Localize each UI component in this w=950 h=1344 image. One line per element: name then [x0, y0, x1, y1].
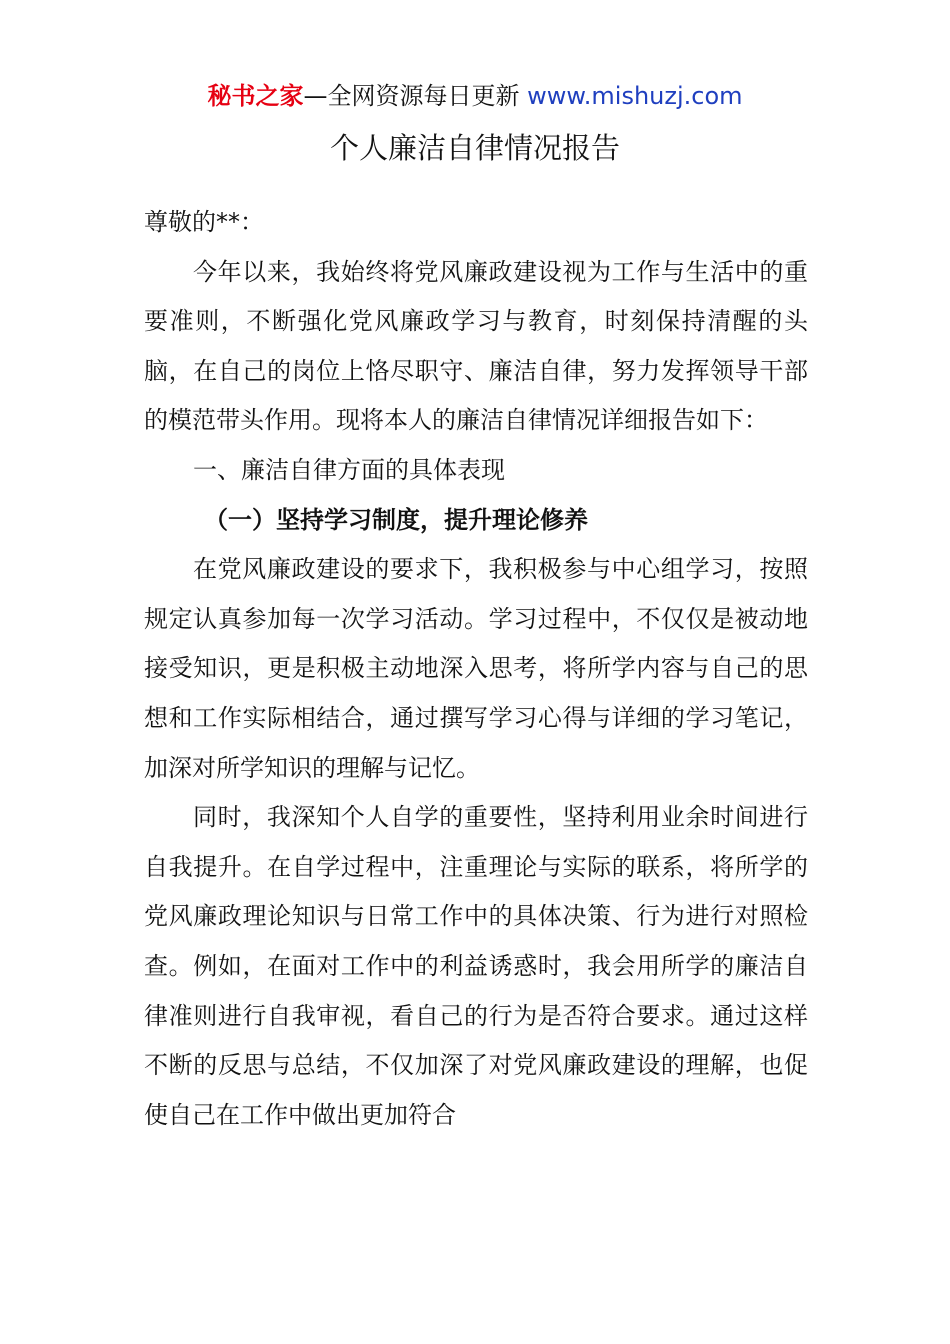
document-body — [144, 198, 808, 1140]
salutation: 尊敬的**： — [144, 208, 264, 236]
subsection-heading: （一）坚持学习制度，提升理论修养 — [204, 505, 588, 534]
body-paragraph: 在党风廉政建设的要求下，我积极参与中心组学习，按照规定认真参加每一次学习活动。学习过程中，不仅仅是被动地接受知识，更是积极主动地深入思考，将所学内容与自己的思想和工作实际相结合，通过撰写学习心得与详细的学习笔记，加深对所学知识的理解与记忆。 — [144, 555, 808, 782]
site-header — [0, 80, 950, 112]
section-heading: 一、廉洁自律方面的具体表现 — [193, 455, 505, 484]
brand-name: 秘书之家 — [207, 82, 304, 110]
document-title: 个人廉洁自律情况报告 — [329, 131, 620, 165]
body-paragraph: 同时，我深知个人自学的重要性，坚持利用业余时间进行自我提升。在自学过程中，注重理论与实际的联系，将所学的党风廉政理论知识与日常工作中的具体决策、行为进行对照检查。例如，在面对工作中的利益诱惑时，我会用所学的廉洁自律准则进行自我审视，看自己的行为是否符合要求。通过这样不断的反思与总结，不仅加深了对党风廉政建设的理解，也促使自己在工作中做出更加符合 — [144, 803, 808, 1129]
intro-paragraph: 今年以来，我始终将党风廉政建设视为工作与生活中的重要准则，不断强化党风廉政学习与教育，时刻保持清醒的头脑，在自己的岗位上恪尽职守、廉洁自律，努力发挥领导干部的模范带头作用。现将本人的廉洁自律情况详细报告如下： — [144, 257, 808, 435]
header-tagline: —全网资源每日更新 — [303, 82, 528, 110]
site-url-link[interactable]: www.mishuzj.com — [527, 82, 743, 110]
